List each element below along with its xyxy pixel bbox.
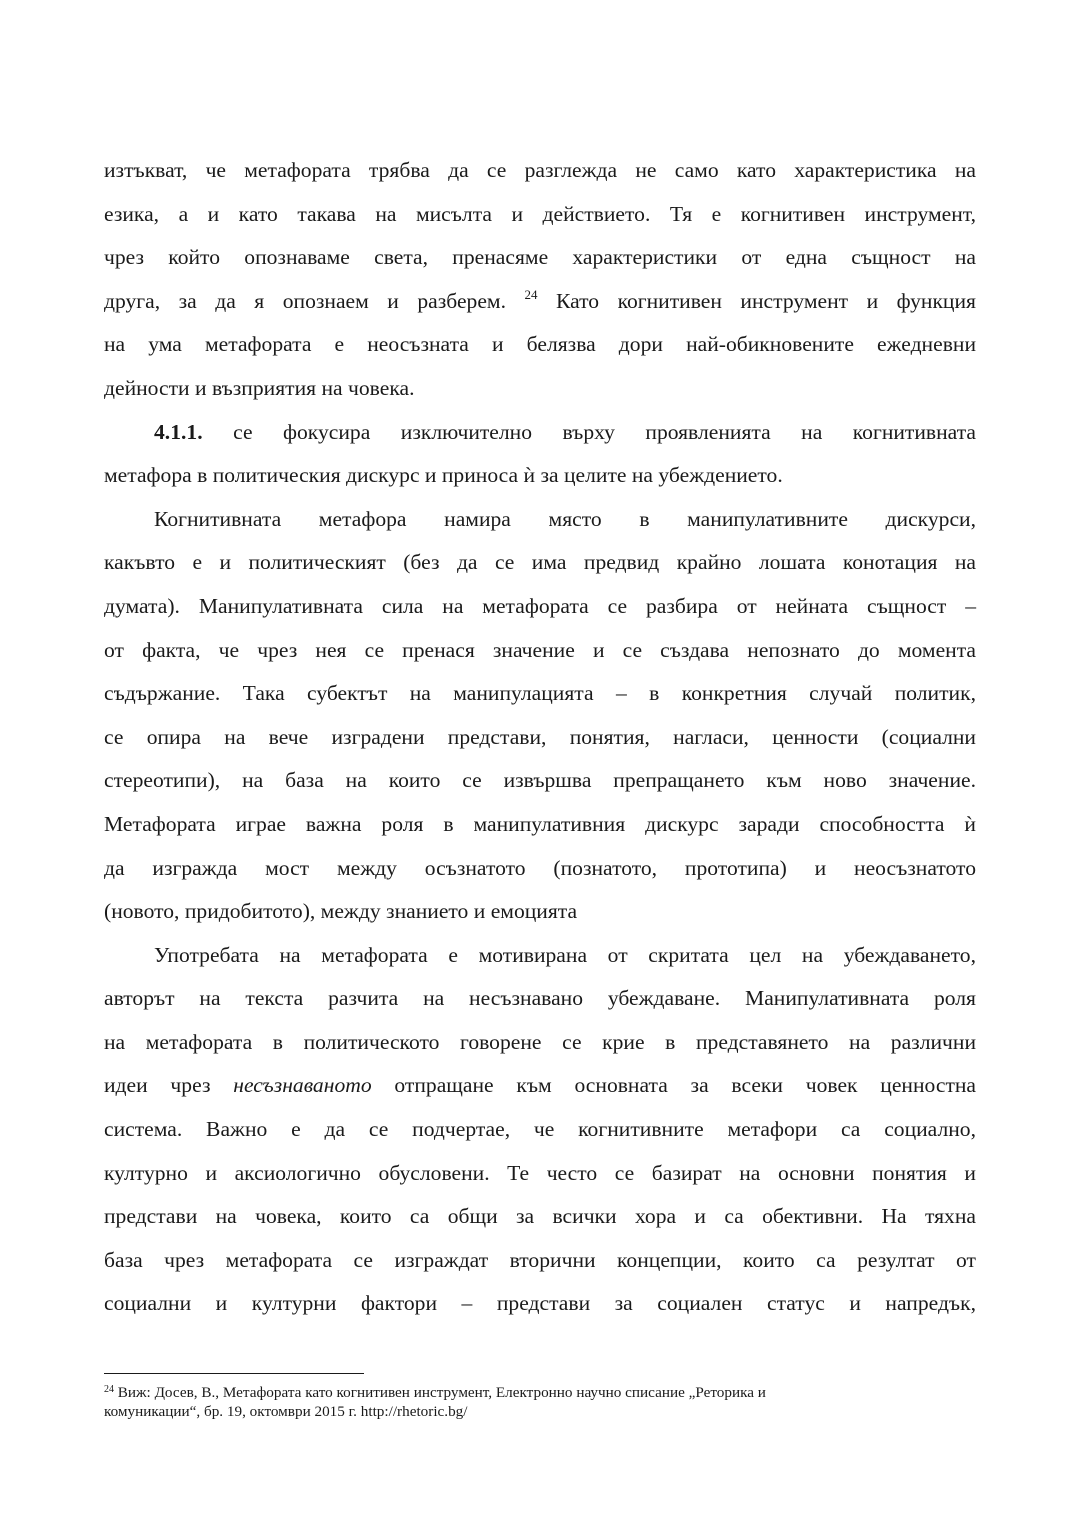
text-line: Когнитивната метафора намира място в манипулативните дискурси, [154,506,976,531]
text-line: идеи чрез несъзнаваното отпращане към основната за всеки човек ценностна [104,1073,977,1098]
text-line: база чрез метафората се изграждат вторични концепции, които са резултат от [104,1247,976,1272]
text-line: да изгражда мост между осъзнатото (познатото, прототипа) и неосъзнатото [104,855,976,880]
text-line: (новото, придобитото), между знанието и емоцията [104,899,578,924]
text-line: изтъкват, че метафората трябва да се разглежда не само като характеристика на [104,158,976,182]
section-number: 4.1.1. [154,419,203,444]
text-line: стереотипи), на база на които се извършва препращането към ново значение. [104,768,976,793]
text-line: представи на човека, които са общи за всички хора и са обективни. На тяхна [104,1204,976,1229]
emphasis: несъзнаваното [233,1073,372,1098]
main-text [104,149,976,1326]
text-line: на метафората в политическото говорене се крие в представянето на различни [104,1029,976,1054]
text-line: езика, а и като такава на мисълта и действието. Тя е когнитивен инструмент, [104,201,976,226]
text-line: какъвто е и политическият (без да се има предвид крайно лошата конотация на [104,550,976,575]
footnote-line: комуникации“, бр. 19, октомври 2015 г. http://rhetoric.bg/ [104,1403,468,1420]
text-line: социални и културни фактори – представи за социален статус и напредък, [104,1291,976,1316]
text-line: дейности и възприятия на човека. [104,375,415,400]
text-line: авторът на текста разчита на несъзнавано убеждаване. Манипулативната роля [104,986,976,1011]
footnote-separator [104,1373,364,1374]
text-line: система. Важно е да се подчертае, че когнитивните метафори са социално, [104,1117,976,1142]
text-line: от факта, че чрез нея се пренася значение и се създава непознато до момента [104,637,976,662]
text-line: думата). Манипулативната сила на метафората се разбира от нейната същност – [104,593,976,618]
footnote [104,1383,976,1421]
text-line: чрез който опознаваме света, пренасяме характеристики от една същност на [104,245,976,270]
footnote-line: $^{24}$ Виж: Досев, В., Метафората като когнитивен инструмент, Електронно научно списание „Реторика и [104,1384,766,1401]
text-line: Метафората играе важна роля в манипулативния дискурс заради способността ѝ [104,811,976,836]
text-line: метафора в политическия дискурс и приноса ѝ за целите на убеждението. [104,463,783,488]
text-line: културно и аксиологично обусловени. Те често се базират на основни понятия и [104,1160,976,1185]
text-line: се опира на вече изградени представи, понятия, нагласи, ценности (социални [104,724,976,749]
text-line: 4.1.1. се фокусира изключително върху проявленията на когнитивната [154,419,976,444]
text-line: друга, за да я опознаем и разберем. $^{24}$ Като когнитивен инструмент и функция [104,286,976,313]
text-line: на ума метафората е неосъзната и белязва дори най-обикновените ежедневни [104,332,976,357]
text-line: Употребата на метафората е мотивирана от скритата цел на убеждаването, [154,942,976,967]
text-line: съдържание. Така субектът на манипулацията – в конкретния случай политик, [104,681,976,706]
footnote-number: 24 [104,1384,114,1395]
footnote-reference[interactable]: 24 [524,286,538,302]
